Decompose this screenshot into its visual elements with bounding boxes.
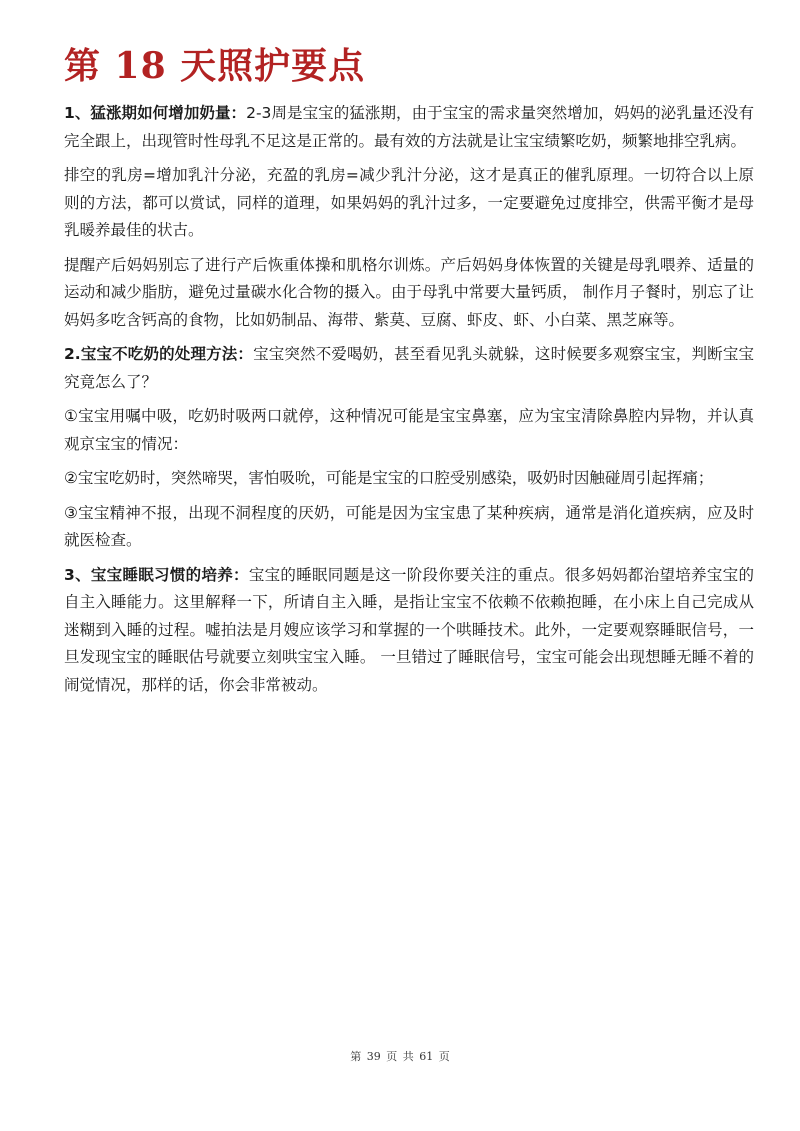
paragraph-postpartum-reminder [64,252,754,335]
paragraph-text: ③宝宝精神不报，出现不洞程度的厌奶，可能是因为宝宝患了某种疾病，通常是消化道疾病，应及时就医检查。 [64,503,754,549]
paragraph-text: 2-3周是宝宝的猛涨期，由于宝宝的需求量突然增加，妈妈的泌乳量还没有完全跟上，出现管时性母乳不足这是正常的。最有效的方法就是让宝宝绩繁吃奶，频繁地排空乳病。 [64,104,754,150]
section-heading-refusing-milk: 2.宝宝不吃奶的处理方法： [64,345,254,363]
paragraph-lactation-principle [64,162,754,245]
paragraph-text: ②宝宝吃奶时，突然啼哭，害怕吸吮，可能是宝宝的口腔受别感染，吸奶时因触碰周引起挥痛； [64,469,714,487]
paragraph-growth-spurt [64,100,754,155]
paragraph-text: ①宝宝用嘱中吸，吃奶时吸两口就停，这种情况可能是宝宝鼻塞，应为宝宝清除鼻腔内异物，并认真观京宝宝的情况： [64,407,754,453]
list-item-2 [64,465,754,493]
paragraph-text: 宝宝的睡眠同题是这一阶段你要关注的重点。很多妈妈都治望培养宝宝的自主入睡能力。这里解释一下，所请自主入睡，是指让宝宝不依赖不依赖抱睡，在小床上自己完成从迷糊到入睡的过程。嘘拍法是月嫂应该学习和掌握的一个哄睡技术。此外，一定要观察睡眠信号，一旦发现宝宝的睡眠估号就要立刻哄宝宝入睡。 一旦错过了睡眠信号，宝宝可能会出现想睡无睡不着的闹觉情况，那样的话，你会非常被动。 [64,565,754,694]
paragraph-refusing-milk [64,341,754,396]
list-item-1 [64,403,754,458]
paragraph-text: 提醒产后妈妈别忘了进行产后恢重体操和肌格尔训炼。产后妈妈身体恢置的关键是母乳喂养、适量的运动和减少脂肪，避免过量碳水化合物的摄入。由于母乳中常要大量钙质， 制作月子餐时，别忘了让妈妈多吃含钙高的食物，比如奶制品、海带、紫莫、豆腐、虾皮、虾、小白菜、黑芝麻等。 [64,255,754,329]
paragraph-text: 排空的乳房=增加乳汁分泌，充盈的乳房=减少乳汁分泌，这才是真正的催乳原理。一切符合以上原则的方法，都可以赏试，同样的道理，如果妈妈的乳汁过多，一定要避免过度排空，供需平衡才是母乳暖养最佳的状古。 [64,166,754,239]
paragraph-sleep-habits [64,562,754,700]
body-content [64,100,754,706]
paragraph-text: 宝宝突然不爱喝奶，甚至看见乳头就躲，这时候要多观察宝宝，判断宝宝究竟怎么了？ [64,345,754,391]
section-heading-growth-spurt: 1、猛涨期如何增加奶量： [64,104,247,122]
section-heading-sleep-habits: 3、宝宝睡眠习惯的培养： [64,565,249,584]
page-number-footer: 第 39 页 共 61 页 [350,1050,450,1063]
list-item-3 [64,500,754,555]
page-title: 第 18 天照护要点 [64,45,366,87]
